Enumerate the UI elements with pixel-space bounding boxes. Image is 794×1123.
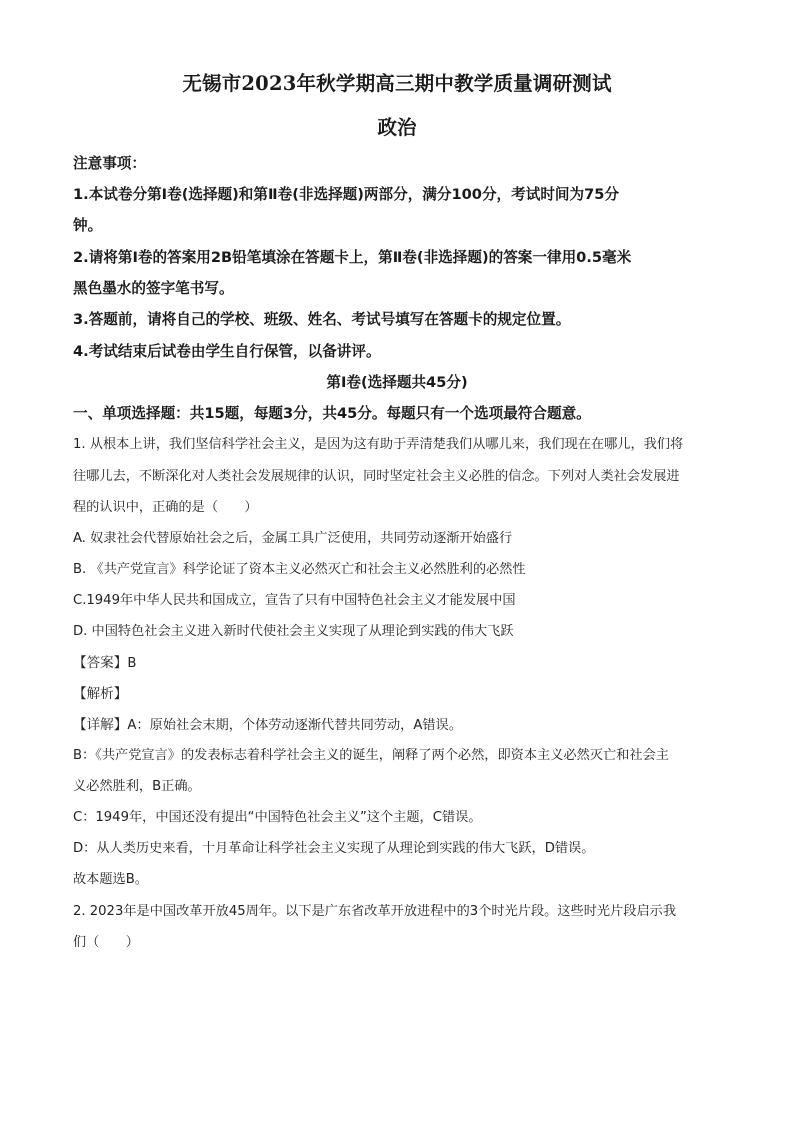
question-1-option-b: B. 《共产党宣言》科学论证了资本主义必然灭亡和社会主义必然胜利的必然性 <box>73 562 526 577</box>
notice-item-3: 3.答题前，请将自己的学校、班级、姓名、考试号填写在答题卡的规定位置。 <box>73 311 571 328</box>
notice-item-1-cont: 钟。 <box>73 217 103 234</box>
question-1-stem-line-1: 1. 从根本上讲，我们坚信科学社会主义，是因为这有助于弄清楚我们从哪儿来，我们现在在哪儿，我们将 <box>73 437 684 452</box>
question-2-stem-line-1: 2. 2023年是中国改革开放45周年。以下是广东省改革开放进程中的3个时光片段。这些时光片段启示我 <box>73 904 677 919</box>
detail-line-a <box>73 713 462 733</box>
notice-heading: 注意事项： <box>73 155 146 172</box>
answer-line <box>73 651 136 671</box>
section-heading: 一、单项选择题：共15题，每题3分，共45分。每题只有一个选项最符合题意。 <box>73 405 591 422</box>
conclusion: 故本题选B。 <box>73 872 148 887</box>
answer-value: B <box>127 656 137 671</box>
notice-item-1: 1.本试卷分第Ⅰ卷(选择题)和第Ⅱ卷(非选择题)两部分，满分100分，考试时间为75分 <box>73 186 620 203</box>
question-1-option-d: D. 中国特色社会主义进入新时代使社会主义实现了从理论到实践的伟大飞跃 <box>73 624 514 639</box>
detail-tag: 【详解】 <box>73 717 128 733</box>
analysis-tag: 【解析】 <box>73 686 128 702</box>
answer-tag: 【答案】 <box>73 655 128 671</box>
question-2-stem-line-2: 们（ ） <box>73 935 139 950</box>
question-1-stem-line-2: 往哪儿去，不断深化对人类社会发展规律的认识，同时坚定社会主义必胜的信念。下列对人类社会发展进 <box>73 469 680 484</box>
notice-item-4: 4.考试结束后试卷由学生自行保管，以备讲评。 <box>73 343 381 360</box>
detail-option-b-cont: 义必然胜利，B正确。 <box>73 779 201 794</box>
part-heading: 第Ⅰ卷(选择题共45分) <box>326 374 468 391</box>
question-1-option-a: A. 奴隶社会代替原始社会之后，金属工具广泛使用，共同劳动逐渐开始盛行 <box>73 531 513 546</box>
detail-option-c: C：1949年，中国还没有提出“中国特色社会主义”这个主题，C错误。 <box>73 810 482 825</box>
exam-title: 无锡市2023年秋学期高三期中教学质量调研测试 <box>182 72 612 95</box>
exam-subject: 政治 <box>377 116 417 139</box>
notice-item-2: 2.请将第Ⅰ卷的答案用2B铅笔填涂在答题卡上，第Ⅱ卷(非选择题)的答案一律用0.5毫米 <box>73 249 632 266</box>
detail-option-b: B：《共产党宣言》的发表标志着科学社会主义的诞生，阐释了两个必然，即资本主义必然灭亡和社会主 <box>73 748 669 763</box>
analysis-line <box>73 682 127 702</box>
detail-option-d: D：从人类历史来看，十月革命让科学社会主义实现了从理论到实践的伟大飞跃，D错误。 <box>73 841 595 856</box>
question-1-option-c: C.1949年中华人民共和国成立，宣告了只有中国特色社会主义才能发展中国 <box>73 593 516 608</box>
notice-item-2-cont: 黑色墨水的签字笔书写。 <box>73 280 234 297</box>
detail-option-a: A：原始社会末期，个体劳动逐渐代替共同劳动，A错误。 <box>127 718 462 733</box>
question-1-stem-line-3: 程的认识中，正确的是（ ） <box>73 500 258 515</box>
